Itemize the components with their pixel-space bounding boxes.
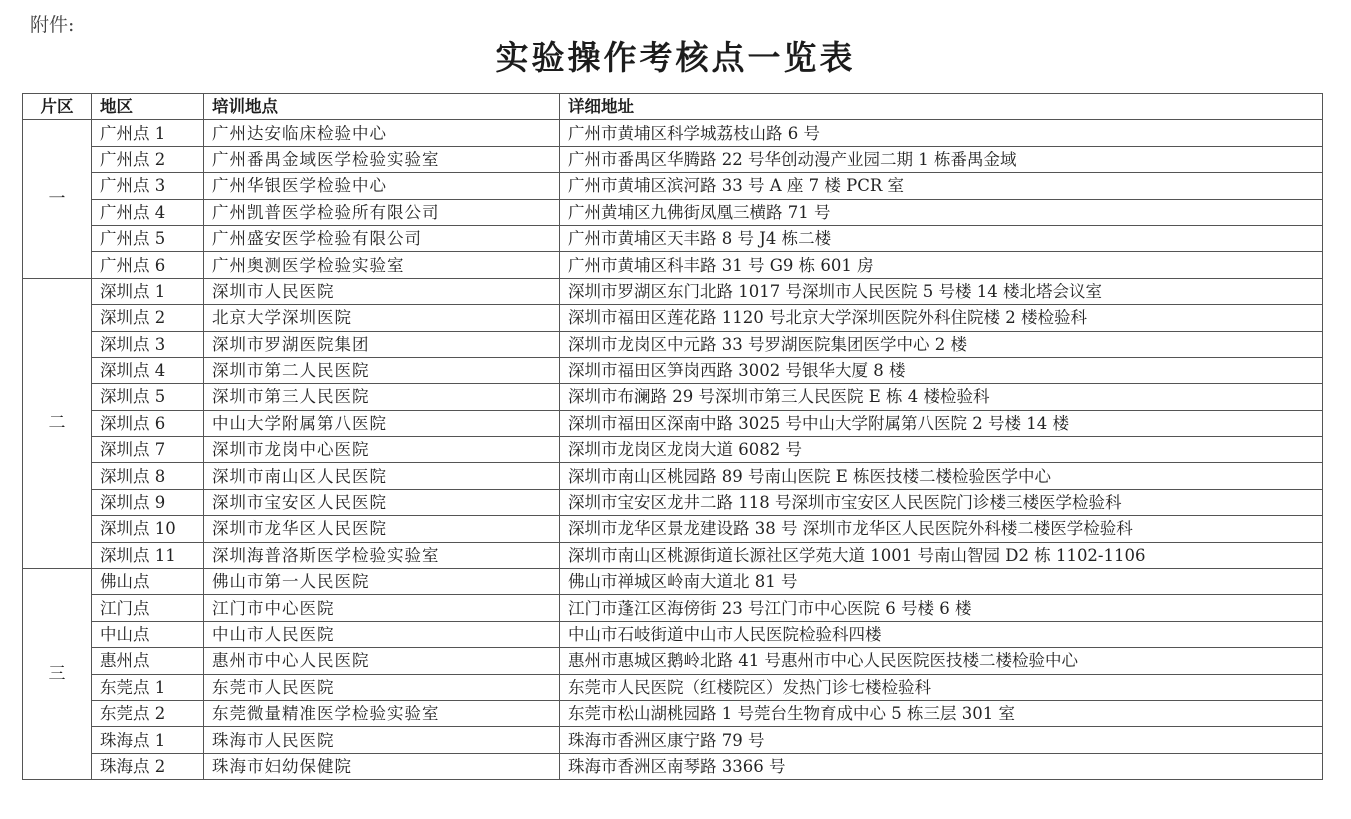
area-cell: 深圳点 11 xyxy=(92,542,204,568)
table-row xyxy=(23,305,1323,331)
site-cell: 江门市中心医院 xyxy=(204,595,560,621)
address-cell: 广州市黄埔区科丰路 31 号 G9 栋 601 房 xyxy=(560,252,1323,278)
area-cell: 深圳点 8 xyxy=(92,463,204,489)
table-body xyxy=(23,120,1323,780)
table-row xyxy=(23,648,1323,674)
address-cell: 深圳市福田区莲花路 1120 号北京大学深圳医院外科住院楼 2 楼检验科 xyxy=(560,305,1323,331)
address-cell: 惠州市惠城区鹅岭北路 41 号惠州市中心人民医院医技楼二楼检验中心 xyxy=(560,648,1323,674)
address-cell: 深圳市福田区深南中路 3025 号中山大学附属第八医院 2 号楼 14 楼 xyxy=(560,410,1323,436)
area-cell: 东莞点 2 xyxy=(92,700,204,726)
area-cell: 深圳点 1 xyxy=(92,278,204,304)
site-cell: 中山大学附属第八医院 xyxy=(204,410,560,436)
header-zone: 片区 xyxy=(23,94,92,120)
table-row xyxy=(23,225,1323,251)
site-cell: 深圳市第三人民医院 xyxy=(204,384,560,410)
area-cell: 广州点 3 xyxy=(92,173,204,199)
address-cell: 江门市蓬江区海傍街 23 号江门市中心医院 6 号楼 6 楼 xyxy=(560,595,1323,621)
area-cell: 广州点 1 xyxy=(92,120,204,146)
area-cell: 深圳点 2 xyxy=(92,305,204,331)
table-row xyxy=(23,199,1323,225)
site-cell: 北京大学深圳医院 xyxy=(204,305,560,331)
table-row xyxy=(23,437,1323,463)
site-cell: 广州奥测医学检验实验室 xyxy=(204,252,560,278)
table-row xyxy=(23,516,1323,542)
table-row xyxy=(23,410,1323,436)
table-row xyxy=(23,120,1323,146)
area-cell: 江门点 xyxy=(92,595,204,621)
area-cell: 珠海点 2 xyxy=(92,753,204,779)
site-cell: 佛山市第一人民医院 xyxy=(204,569,560,595)
site-cell: 广州盛安医学检验有限公司 xyxy=(204,225,560,251)
address-cell: 广州市黄埔区科学城荔枝山路 6 号 xyxy=(560,120,1323,146)
table-row xyxy=(23,357,1323,383)
site-cell: 广州华银医学检验中心 xyxy=(204,173,560,199)
table-row xyxy=(23,595,1323,621)
zone-cell: 一 xyxy=(23,120,92,278)
address-cell: 珠海市香洲区康宁路 79 号 xyxy=(560,727,1323,753)
attachment-label: 附件: xyxy=(30,14,75,36)
site-cell: 中山市人民医院 xyxy=(204,621,560,647)
site-cell: 深圳市第二人民医院 xyxy=(204,357,560,383)
address-cell: 深圳市龙岗区中元路 33 号罗湖医院集团医学中心 2 楼 xyxy=(560,331,1323,357)
area-cell: 惠州点 xyxy=(92,648,204,674)
address-cell: 中山市石岐街道中山市人民医院检验科四楼 xyxy=(560,621,1323,647)
area-cell: 深圳点 10 xyxy=(92,516,204,542)
address-cell: 佛山市禅城区岭南大道北 81 号 xyxy=(560,569,1323,595)
header-site: 培训地点 xyxy=(204,94,560,120)
site-cell: 深圳市龙岗中心医院 xyxy=(204,437,560,463)
site-cell: 广州凯普医学检验所有限公司 xyxy=(204,199,560,225)
area-cell: 珠海点 1 xyxy=(92,727,204,753)
address-cell: 广州黄埔区九佛街凤凰三横路 71 号 xyxy=(560,199,1323,225)
address-cell: 广州市黄埔区滨河路 33 号 A 座 7 楼 PCR 室 xyxy=(560,173,1323,199)
table-row xyxy=(23,621,1323,647)
area-cell: 广州点 2 xyxy=(92,146,204,172)
site-cell: 深圳市罗湖医院集团 xyxy=(204,331,560,357)
area-cell: 深圳点 6 xyxy=(92,410,204,436)
table-row xyxy=(23,753,1323,779)
area-cell: 佛山点 xyxy=(92,569,204,595)
area-cell: 深圳点 3 xyxy=(92,331,204,357)
site-cell: 深圳市宝安区人民医院 xyxy=(204,489,560,515)
address-cell: 深圳市罗湖区东门北路 1017 号深圳市人民医院 5 号楼 14 楼北塔会议室 xyxy=(560,278,1323,304)
area-cell: 深圳点 5 xyxy=(92,384,204,410)
address-cell: 深圳市福田区笋岗西路 3002 号银华大厦 8 楼 xyxy=(560,357,1323,383)
site-cell: 东莞市人民医院 xyxy=(204,674,560,700)
address-cell: 深圳市龙岗区龙岗大道 6082 号 xyxy=(560,437,1323,463)
table-row xyxy=(23,489,1323,515)
site-cell: 珠海市妇幼保健院 xyxy=(204,753,560,779)
address-cell: 东莞市人民医院（红楼院区）发热门诊七楼检验科 xyxy=(560,674,1323,700)
table-row xyxy=(23,569,1323,595)
area-cell: 深圳点 4 xyxy=(92,357,204,383)
site-cell: 广州番禺金域医学检验实验室 xyxy=(204,146,560,172)
area-cell: 广州点 5 xyxy=(92,225,204,251)
header-area: 地区 xyxy=(92,94,204,120)
table-row xyxy=(23,331,1323,357)
table-row xyxy=(23,146,1323,172)
site-cell: 深圳市人民医院 xyxy=(204,278,560,304)
address-cell: 东莞市松山湖桃园路 1 号莞台生物育成中心 5 栋三层 301 室 xyxy=(560,700,1323,726)
site-cell: 深圳市南山区人民医院 xyxy=(204,463,560,489)
page-title: 实验操作考核点一览表 xyxy=(495,38,856,77)
area-cell: 广州点 6 xyxy=(92,252,204,278)
site-cell: 深圳海普洛斯医学检验实验室 xyxy=(204,542,560,568)
table-row xyxy=(23,278,1323,304)
address-cell: 深圳市布澜路 29 号深圳市第三人民医院 E 栋 4 楼检验科 xyxy=(560,384,1323,410)
address-cell: 广州市黄埔区天丰路 8 号 J4 栋二楼 xyxy=(560,225,1323,251)
address-cell: 珠海市香洲区南琴路 3366 号 xyxy=(560,753,1323,779)
zone-cell: 二 xyxy=(23,278,92,568)
area-cell: 东莞点 1 xyxy=(92,674,204,700)
table-row xyxy=(23,463,1323,489)
site-cell: 广州达安临床检验中心 xyxy=(204,120,560,146)
table-row xyxy=(23,252,1323,278)
area-cell: 深圳点 7 xyxy=(92,437,204,463)
table-header-row xyxy=(23,94,1323,120)
area-cell: 深圳点 9 xyxy=(92,489,204,515)
address-cell: 广州市番禺区华腾路 22 号华创动漫产业园二期 1 栋番禺金域 xyxy=(560,146,1323,172)
table-row xyxy=(23,700,1323,726)
table-row xyxy=(23,674,1323,700)
site-cell: 深圳市龙华区人民医院 xyxy=(204,516,560,542)
address-cell: 深圳市宝安区龙井二路 118 号深圳市宝安区人民医院门诊楼三楼医学检验科 xyxy=(560,489,1323,515)
site-cell: 东莞微量精准医学检验实验室 xyxy=(204,700,560,726)
site-cell: 珠海市人民医院 xyxy=(204,727,560,753)
area-cell: 中山点 xyxy=(92,621,204,647)
table-row xyxy=(23,173,1323,199)
assessment-points-table xyxy=(22,93,1323,780)
table-row xyxy=(23,542,1323,568)
address-cell: 深圳市龙华区景龙建设路 38 号 深圳市龙华区人民医院外科楼二楼医学检验科 xyxy=(560,516,1323,542)
table-row xyxy=(23,384,1323,410)
header-address: 详细地址 xyxy=(560,94,1323,120)
address-cell: 深圳市南山区桃源街道长源社区学苑大道 1001 号南山智园 D2 栋 1102-1106 xyxy=(560,542,1323,568)
area-cell: 广州点 4 xyxy=(92,199,204,225)
address-cell: 深圳市南山区桃园路 89 号南山医院 E 栋医技楼二楼检验医学中心 xyxy=(560,463,1323,489)
table-row xyxy=(23,727,1323,753)
zone-cell: 三 xyxy=(23,569,92,780)
site-cell: 惠州市中心人民医院 xyxy=(204,648,560,674)
